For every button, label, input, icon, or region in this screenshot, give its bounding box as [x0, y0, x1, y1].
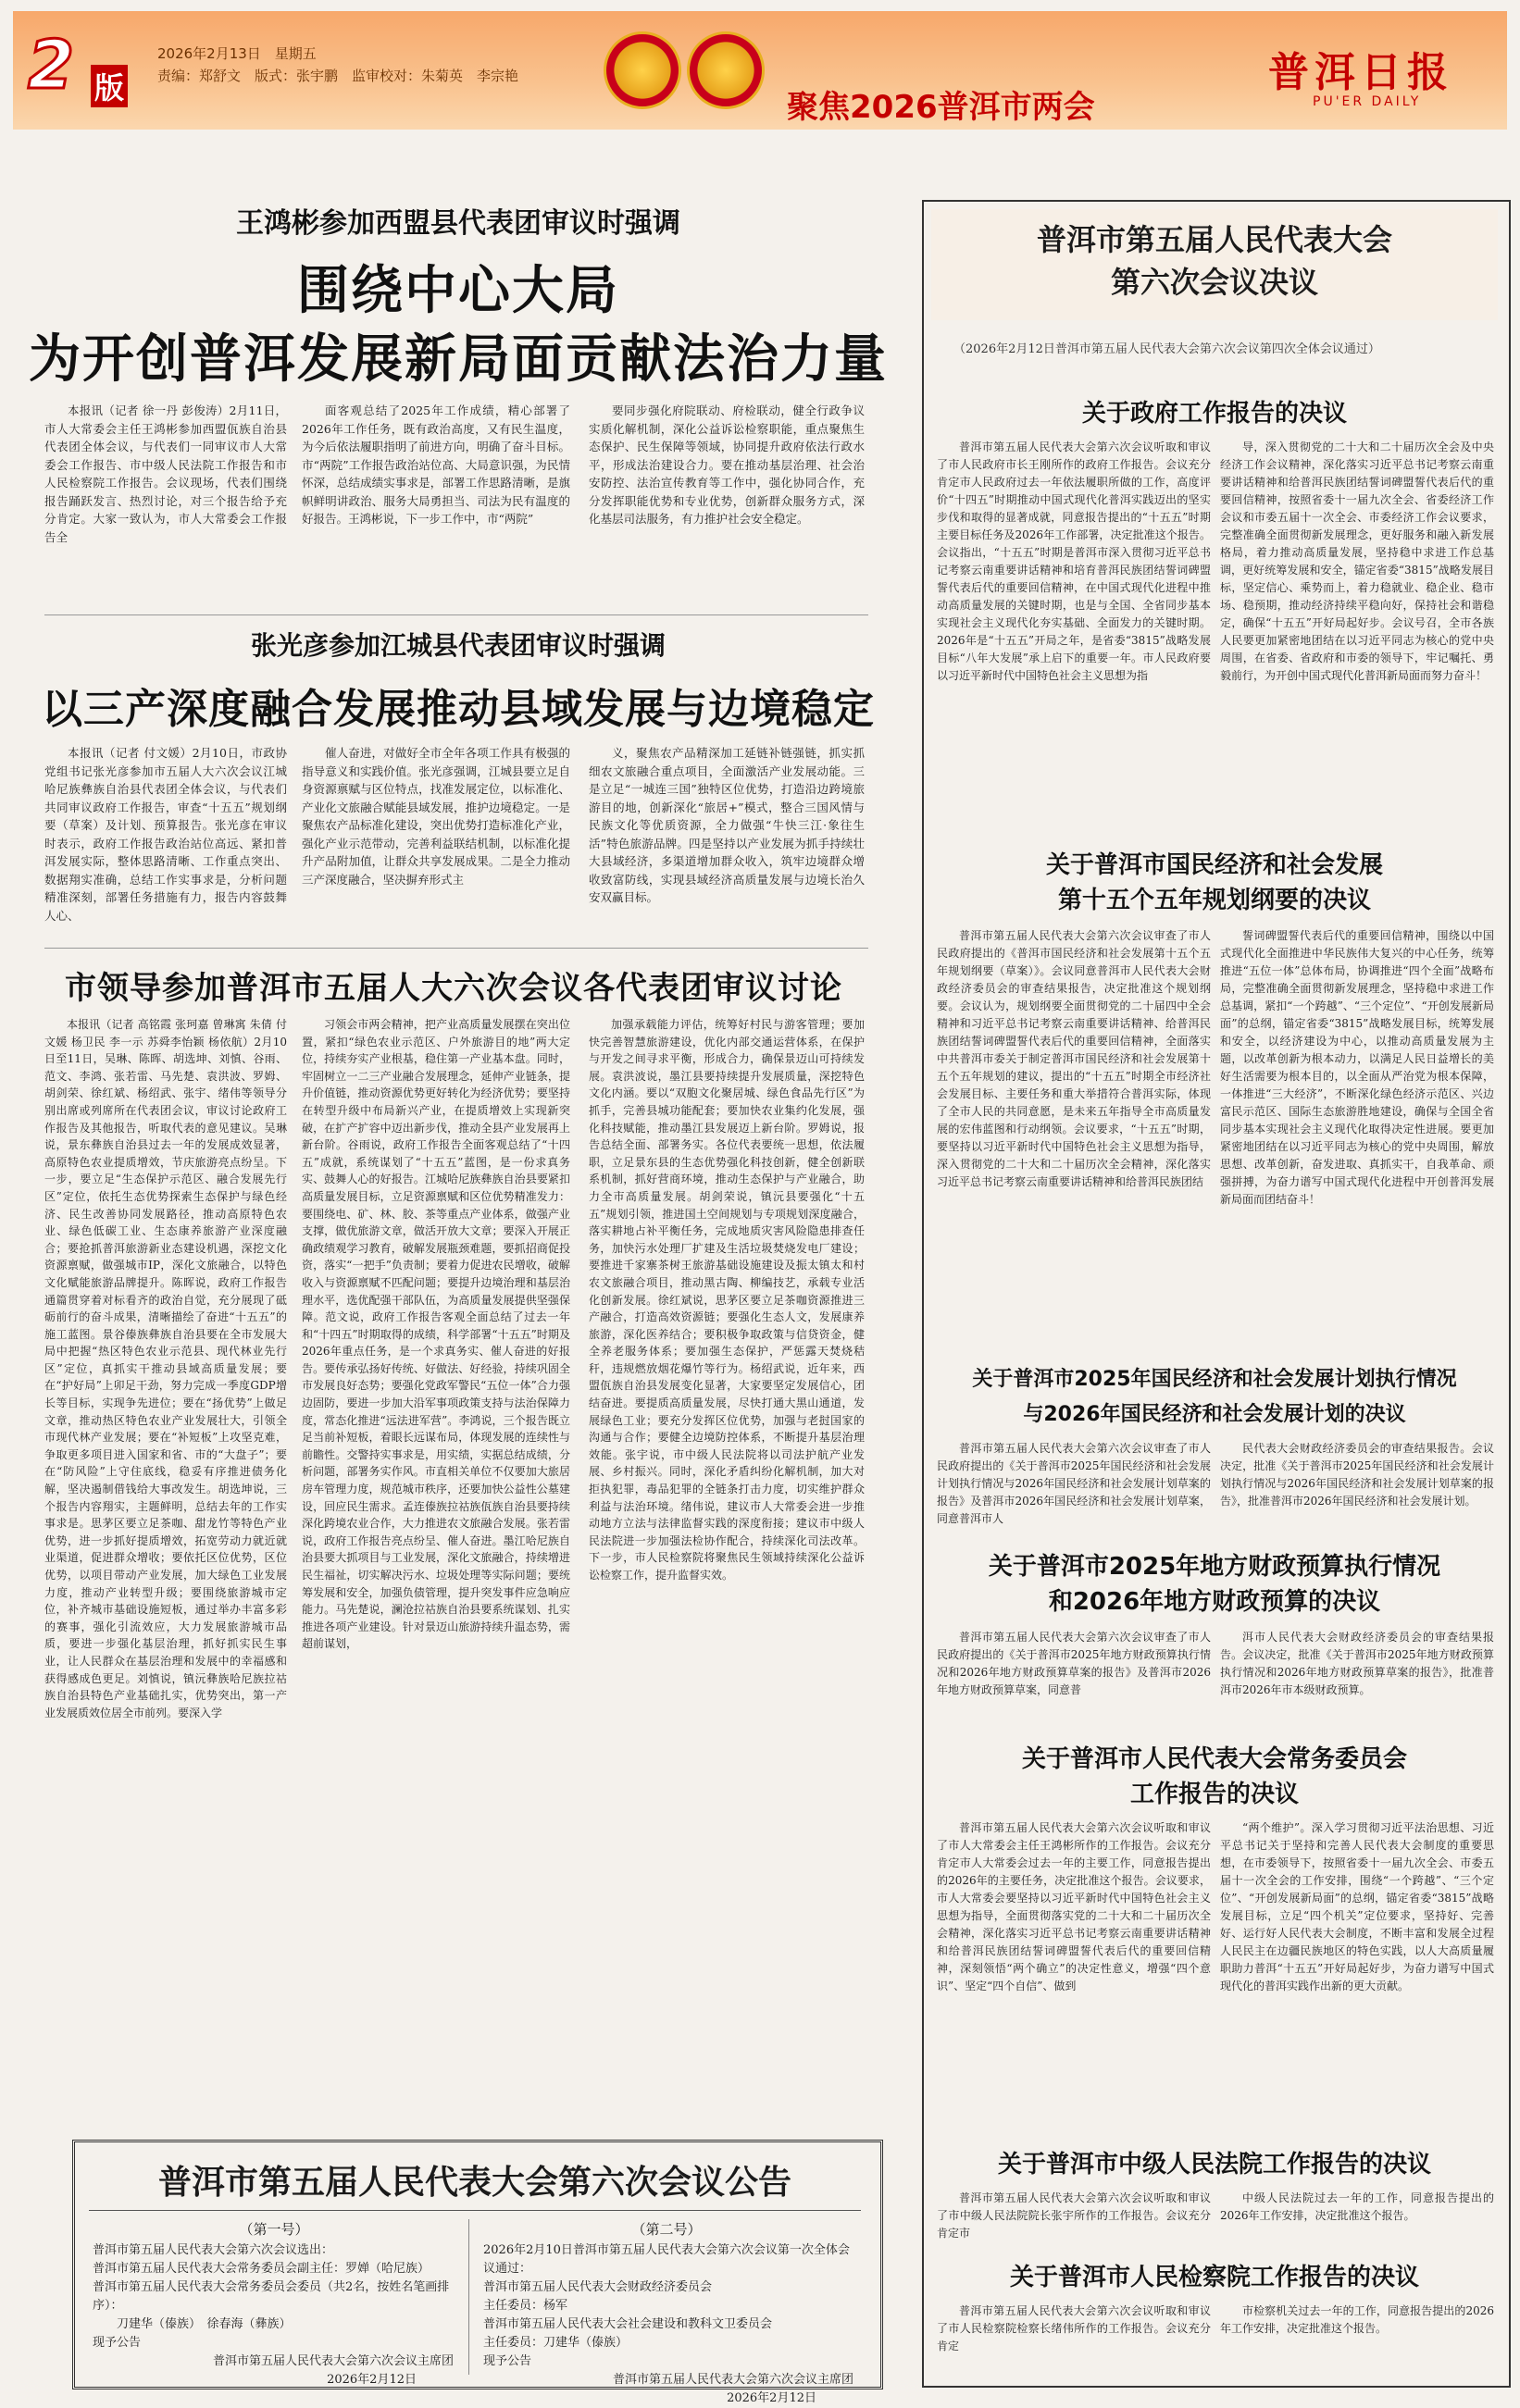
editors-line: 责编：郑舒文 版式：张宇鹏 监审校对：朱菊英 李宗艳: [157, 68, 519, 84]
a2-column-3: [589, 744, 865, 907]
a2-text-2: 催人奋进，对做好全市全年各项工作具有极强的指导意义和实践价值。张光彦强调，江城县要立足自身资源禀赋与区位特点，找准发展定位，以标准化、产业化文旅融合赋能县域发展，推护边境稳定。一是聚焦农产品标准化建设，突出优势打造标准化产业，强化产业示范带动，完善利益联结机制，以标准化提升产品附加值，让群众共享发展成果。二是全力推动三产深度融合，坚决摒弃形式主: [302, 746, 570, 887]
notice-2-date: 2026年2月12日: [727, 2391, 816, 2405]
a1-title-line1: 围绕中心大局: [297, 261, 619, 321]
r5-title-1: 关于普洱市人民代表大会常务委员会: [1021, 1745, 1407, 1773]
a1-text-3: 要同步强化府院联动、府检联动，健全行政争议实质化解机制，深化公益诉讼检察职能，重点聚焦生态保护、民生保障等领域，协同提升政府依法行政水平，形成法治建设合力。要在推动基层治理、社会治安防控、法治宣传教育等工作中，强化协同合作，充分发挥职能优势和专业优势，创新群众服务方式，深化基层司法服务，有力推护社会安全稳定。: [589, 403, 865, 526]
r7-text-1: 普洱市第五届人民代表大会第六次会议听取和审议了市人民检察院检察长绪伟所作的工作报告。会议充分肯定: [937, 2304, 1211, 2352]
a1-text-2: 面客观总结了2025年工作成绩，精心部署了2026年工作任务，既有政治高度，又有民生温度，为今后依法履职指明了前进方向，明确了奋斗目标。市“两院”工作报告政治站位高、大局意识强，为民情怀深，总结成绩实事求是，部署工作思路清晰，是旗帜鲜明讲政治、服务大局勇担当、司法为民有温度的好报告。王鸿彬说，下一步工作中，市“两院”: [302, 403, 570, 526]
r5-title-2: 工作报告的决议: [1129, 1781, 1299, 1808]
notice-2-signature: 普洱市第五届人民代表大会第六次会议主席团: [612, 2373, 853, 2387]
r4-title-1: 关于普洱市2025年地方财政预算执行情况: [988, 1553, 1441, 1581]
a3-text-3: 加强承载能力评估，统筹好村民与游客管理；要加快完善智慧旅游建设，优化内部交通运营体系，在保护与开发之间寻求平衡，形成合力，确保景迈山可持续发展。袁洪波说，墨江县要持续提升发展质量，深挖特色文化内涵。要以“双胞文化聚居城、绿色食品先行区”为抓手，完善县城功能配套；要加快农业集约化发展，强化科技赋能，推动墨江县发展迈上新台阶。罗姆说，报告总结全面、部署务实。各位代表要统一思想，依法履职，立足景东县的生态优势强化科技创新，健全创新联系机制，抓好营商环境，推动生态保护与产业融合，助力全市高质量发展。胡剑荣说，镇沅县要强化“十五五”规划引领，推进国土空间规划与专项规划深度融合，落实耕地占补平衡任务，完成地质灾害风险隐患排查任务，加快污水处理厂扩建及生活垃圾焚烧发电厂建设；要推进千家寨茶树王旅游基础设施建设及振太镇太和村农文旅融合项目，推动黑古陶、柳编技艺，承载专业活化创新发展。徐红斌说，思茅区要立足茶咖资源推进三产融合，打造高效资源链；要强化生态人文，发展康养旅游，深化医养结合；要积极争取政策与信贷资金，健全养老服务体系；要加强生态保护，严惩露天焚烧秸秆，违规燃放烟花爆竹等行为。杨绍武说，近年来，西盟佤族自治县发展变化显著，大家要坚定发展信心，团结奋进。要提质高质量发展，尽快打通大黑山通道，发展绿色工业；要充分发挥区位优势，加强与老挝国家的沟通与合作；要健全边境防控体系，不断提升基层治理效能。张宇说，市中级人民法院将以司法护航产业发展、乡村振兴。同时，深化矛盾纠纷化解机制，加大对拒执犯罪，毒品犯罪的全链条打击力度，切实维护群众利益与法治环境。绪伟说，建议市人大常委会进一步推动地方立法与法律监督实践的深度衔接；建议市中级人民法院进一步加强法检协作配合，持续深化司法改革。下一步，市人民检察院将聚焦民生领域持续深化公益诉讼检察工作，提升监督实效。: [589, 1018, 865, 1582]
r3-column-1: [937, 1440, 1211, 1528]
r1-column-2: [1220, 439, 1494, 685]
r4-column-2: [1220, 1629, 1494, 1699]
notice-1-line: 现予公告: [93, 2336, 142, 2350]
a1-column-1: [44, 402, 287, 546]
divider: [44, 948, 868, 949]
paper-logo: 普洱日报: [1268, 49, 1453, 96]
r3-column-2: [1220, 1440, 1494, 1510]
r1-text-2: 导，深入贯彻党的二十大和二十届历次全会及中央经济工作会议精神，深化落实习近平总书记考察云南重要讲话精神和给普洱民族团结誓词碑盟誓代表后代的重要回信精神，按照省委十一届九次全会、省委经济工作会议和市委五届十一次全会、市委经济工作会议要求，完整准确全面贯彻新发展理念，更好服务和融入新发展格局，着力推动高质量发展，坚持稳中求进工作总基调，更好统筹发展和安全，锚定省委“3815”战略发展目标，坚定信心、乘势而上，着力稳就业、稳企业、稳市场、稳预期，推动经济持续平稳向好，保持社会和谐稳定，确保“十五五”开好局起好步。会议号召，全市各族人民要更加紧密地团结在以习近平同志为核心的党中央周围，在省委、省政府和市委的领导下，牢记嘱托、勇毅前行，为开创中国式现代化普洱新局面而努力奋斗！: [1220, 441, 1494, 682]
r5-column-1: [937, 1819, 1211, 1995]
notice-2-body: [483, 2241, 853, 2408]
r1-title: 关于政府工作报告的决议: [1081, 400, 1347, 428]
notice-1-line: 刀建华（傣族） 徐春海（彝族）: [117, 2317, 292, 2331]
page-number: [28, 26, 139, 104]
r2-title-1: 关于普洱市国民经济和社会发展: [1045, 851, 1383, 879]
notice-2-line: 普洱市第五届人民代表大会社会建设和教科文卫委员会: [483, 2317, 773, 2331]
r6-column-2: [1220, 2190, 1494, 2225]
a2-column-1: [44, 744, 287, 925]
notice-1-line: 普洱市第五届人民代表大会第六次会议选出：: [93, 2243, 334, 2257]
r3-title-2: 与2026年国民经济和社会发展计划的决议: [1023, 1403, 1406, 1426]
notice-1-body: [93, 2241, 454, 2389]
r7-title: 关于普洱市人民检察院工作报告的决议: [1009, 2264, 1419, 2291]
a2-text-3: 义，聚焦农产品精深加工延链补链强链，抓实抓细农文旅融合重点项目，全面激活产业发展动能。三是立足“一城连三国”独特区位优势，打造沿边跨境旅游目的地，创新深化“旅居+”模式，整合三国风情与民族文化等优质资源，全力做强“牛快三江·象往生活”特色旅游品牌。四是坚持以产业发展为抓手持续壮大县域经济，多渠道增加群众收入，筑牢边境群众增收致富防线，实现县域经济高质量发展与边境长治久安双赢目标。: [589, 746, 865, 904]
a3-text-1: 本报讯（记者 高铭霞 张珂嘉 曾琳寓 朱倩 付文媛 杨卫民 李一示 苏舜李怡颖 杨依航）2月10日至11日，吴琳、陈晖、胡选坤、刘慎、谷雨、范文、李鸿、张若雷、马先楚、袁洪波、罗姆、胡剑荣、徐红斌、杨绍武、张宇、绪伟等领导分别出席或列席所在代表团会议，审议讨论政府工作报告及其他报告，听取代表的意见建议。吴琳说，景东彝族自治县过去一年的发展成效显著，高原特色农业提质增效，节庆旅游亮点纷呈。下一步，要立足“生态保护示范区、融合发展先行区”定位，依托生态优势探索生态保护与绿色经济、民生改善协同发展路径，推动高原特色农业、绿色低碳工业、生态康养旅游产业深度融合；要抢抓普洱旅游新业态建设机遇，深挖文化资源禀赋，做强城市IP，深化文旅融合，以特色文化赋能旅游品牌提升。陈晖说，政府工作报告通篇贯穿着对标看齐的政治自觉，充分展现了砥砺前行的奋斗成果，清晰描绘了奋进“十五五”的施工蓝图。景谷傣族彝族自治县要在全市发展大局中把握“热区特色农业示范县、现代林业先行区”定位，真抓实干推动县域高质量发展；要在“护好局”上卯足干劲，努力完成一季度GDP增长等目标，实现争先进位；要在“扬优势”上做足文章，推动热区特色农业产业发展壮大，引领全市现代林产业发展；要在“补短板”上攻坚克难，争取更多项目进入国家和省、市的“大盘子”；要在“防风险”上守住底线，稳妥有序推进债务化解，坚决遏制借钱给大事改发生。胡选坤说，三个报告内容翔实，主题鲜明，总结去年的工作实事求是。思茅区要立足茶咖、甜龙竹等特色产业优势，进一步抓好提质增效，拓宽劳动力就近就业渠道，促进群众增收；要依托区位优势，区位优势，以项目带动产业发展，加大绿色工业发展力度，推动产业转型升级；要围绕旅游城市定位，补齐城市基础设施短板，通过举办丰富多彩的赛事，强化引流效应，大力发展旅游城市品质，要进一步强化基层治理，抓好抓实民生事业，让人民群众在基层治理和发展中的幸福感和获得感成色更足。刘慎说，镇沅彝族哈尼族拉祜族自治县特色产业基础扎实，优势突出，第一产业发展质效位居全市前列。要深入学: [44, 1018, 287, 1719]
a3-column-1: [44, 1016, 287, 1721]
r4-column-1: [937, 1629, 1211, 1699]
cppcc-emblem-icon: [687, 31, 765, 109]
notice-2-line: 2026年2月10日普洱市第五届人民代表大会第六次会议第一次全体会议通过：: [483, 2243, 850, 2276]
resolutions-title-1: 普洱市第五届人民代表大会: [1036, 222, 1392, 257]
notice-2-line: 现予公告: [483, 2354, 532, 2368]
r7-text-2: 市检察机关过去一年的工作，同意报告提出的2026年工作安排，决定批准这个报告。: [1220, 2304, 1494, 2335]
divider: [89, 2210, 861, 2211]
r1-text-1: 普洱市第五届人民代表大会第六次会议听取和审议了市人民政府市长王刚所作的政府工作报告。会议充分肯定市人民政府过去一年依法履职所做的工作，高度评价“十四五”时期推动中国式现代化普洱实践迈出的坚实步伐和取得的显著成就，同意报告提出的“十五五”时期主要目标任务及2026年工作部署，决定批准这个报告。会议指出，“十五五”时期是普洱市深入贯彻习近平总书记考察云南重要讲话精神和培育普洱民族团结誓词碑盟誓代表后代的重要回信精神，在中国式现代化进程中推动高质量发展的关键时期，也是与全国、全省同步基本实现社会主义现代化夯实基础、全面发力的关键时期。2026年是“十五五”开局之年，是省委“3815”战略发展目标“八年大发展”承上启下的重要一年。市人民政府要以习近平新时代中国特色社会主义思想为指: [937, 441, 1211, 682]
paper-logo-en: PU'ER DAILY: [1313, 94, 1422, 109]
r3-text-2: 民代表大会财政经济委员会的审查结果报告。会议决定，批准《关于普洱市2025年国民经济和社会发展计划执行情况与2026年国民经济和社会发展计划草案的报告》，批准普洱市2026年国民经济和社会发展计划。: [1220, 1442, 1494, 1508]
a1-kicker: 王鸿彬参加西盟县代表团审议时强调: [236, 207, 680, 240]
notice-1-date: 2026年2月12日: [327, 2373, 417, 2387]
a2-title: 以三产深度融合发展推动县域发展与边境稳定: [42, 686, 875, 733]
a3-title: 市领导参加普洱市五届人大六次会议各代表团审议讨论: [65, 970, 842, 1007]
r3-text-1: 普洱市第五届人民代表大会第六次会议审查了市人民政府提出的《关于普洱市2025年国民经济和社会发展计划执行情况与2026年国民经济和社会发展计划草案的报告》及普洱市2026年国民经济和社会发展计划草案，同意普洱市人: [937, 1442, 1211, 1525]
r2-text-2: 誓词碑盟誓代表后代的重要回信精神，围绕以中国式现代化全面推进中华民族伟大复兴的中心任务，统筹推进“五位一体”总体布局，协调推进“四个全面”战略布局，完整准确全面贯彻新发展理念，坚持稳中求进工作总基调，紧扣“一个跨越”、“三个定位”、“开创发展新局面”的总纲，锚定省委“3815”战略发展目标，统筹发展和安全，以经济建设为中心，以推动高质量发展为主题，以改革创新为根本动力，以满足人民日益增长的美好生活需要为根本目的，以全面从严治党为根本保障，一体推进“三大经济”，不断深化绿色经济示范区、兴边富民示范区、国际生态旅游胜地建设，确保与全国全省同步基本实现社会主义现代化取得决定性进展。要更加紧密地团结在以习近平同志为核心的党中央周围，解放思想、改革创新，奋发进取、真抓实干，自我革命、顽强拼搏，为奋力谱写中国式现代化进程中开创普洱发展新局面而团结奋斗！: [1220, 929, 1494, 1206]
notice-title: 普洱市第五届人民代表大会第六次会议公告: [157, 2164, 791, 2202]
a2-column-2: [302, 744, 570, 888]
edition-meta: [157, 43, 518, 87]
r2-column-2: [1220, 927, 1494, 1209]
notice-2-line: 普洱市第五届人民代表大会财政经济委员会: [483, 2280, 713, 2294]
r6-text-1: 普洱市第五届人民代表大会第六次会议听取和审议了市中级人民法院院长张宇所作的工作报告。会议充分肯定市: [937, 2191, 1211, 2240]
notice-1-line: 普洱市第五届人民代表大会常务委员会委员（共2名，按姓名笔画排序）：: [93, 2280, 450, 2313]
resolutions-adoption-note: （2026年2月12日普洱市第五届人民代表大会第六次会议第四次全体会议通过）: [953, 342, 1380, 356]
a3-text-2: 习领会市两会精神，把产业高质量发展摆在突出位置，紧扣“绿色农业示范区、户外旅游目的地”两大定位，持续夯实产业根基，稳住第一产业基本盘。同时，牢固树立一二三产业融合发展理念，延伸产业链条，提升价值链，推动资源优势更好转化为经济优势；要坚持在转型升级中布局新兴产业，在提质增效上实现新突破，在扩产扩容中迈出新步伐，推动全县产业发展再上新台阶。谷雨说，政府工作报告全面客观总结了“十四五”成就，系统谋划了“十五五”蓝图，是一份求真务实、鼓舞人心的好报告。江城哈尼族彝族自治县要紧扣高质量发展目标，立足资源禀赋和区位优势精准发力：要围绕电、矿、林、胶、茶等重点产业体系，做强产业支撑，做优旅游文章，做活开放大文章；要深入开展正确政绩观学习教育，破解发展瓶颈难题，要抓招商促投资，落实“一把手”负责制；要着力促进农民增收，破解收入与资源禀赋不匹配问题；要提升边境治理和基层治理水平，选优配强干部队伍，为高质量发展提供坚强保障。范文说，政府工作报告客观全面总结了过去一年和“十四五”时期取得的成绩，科学部署“十五五”时期及2026年重点任务，是一个求真务实、催人奋进的好报告。要传承弘扬好传统、好做法、好经验，持续巩固全市发展良好态势；要强化党政军警民“五位一体”合力强边固防，要进一步加大沿军事项政策支持与法治保障力度，常态化推进“远法进军营”。李鸿说，三个报告既立足当前补短板，着眼长远谋布局，体现发展的连续性与前瞻性。交警持实事求是，用实绩，实据总结成绩，分析问题，部署务实作风。市直相关单位不仅要加大旅居房车管理力度，规范城市秩序，还要加快公益性公墓建设，回应民生需求。孟连傣族拉祜族佤族自治县要持续深化跨境农业合作，大力推进农文旅融合发展。张若雷说，政府工作报告亮点纷呈、催人奋进。墨江哈尼族自治县要大抓项目与工业发展，深化文旅融合，持续增进民生福祉，切实解决污水、垃圾处理等实际问题；要统筹发展和安全，加强负债管理，提升突发事件应急响应能力。马先楚说，澜沧拉祜族自治县要系统谋划、扎实推进各项产业建设。针对景迈山旅游持续升温态势，需超前谋划，: [302, 1018, 570, 1651]
divider: [468, 2219, 469, 2375]
r6-column-1: [937, 2190, 1211, 2242]
r2-column-1: [937, 927, 1211, 1191]
divider: [44, 614, 868, 615]
r6-text-2: 中级人民法院过去一年的工作，同意报告提出的2026年工作安排，决定批准这个报告。: [1220, 2191, 1494, 2222]
r2-title-2: 第十五个五年规划纲要的决议: [1057, 887, 1371, 914]
notice-2-line: 主任委员：刀建华（傣族）: [483, 2336, 629, 2350]
r2-text-1: 普洱市第五届人民代表大会第六次会议审查了市人民政府提出的《普洱市国民经济和社会发展第十五个五年规划纲要（草案）》。会议同意普洱市人民代表大会财政经济委员会的审查结果报告，决定批准这个规划纲要。会议认为，规划纲要全面贯彻党的二十届四中全会精神和习近平总书记考察云南重要讲话精神、给普洱民族团结誓词碑盟誓代表后代的重要回信精神，全面落实中共普洱市委关于制定普洱市国民经济和社会发展第十五个五年规划的建议，提出的“十五五”时期全市经济社会发展目标、主要任务和重大举措符合普洱实际，体现了全市人民的共同意愿，是未来五年指导全市高质量发展的宏伟蓝图和行动纲领。会议要求，“十五五”时期，要坚持以习近平新时代中国特色社会主义思想为指导，深入贯彻党的二十大和二十届历次全会精神，深化落实习近平总书记考察云南重要讲话精神和给普洱民族团结: [937, 929, 1211, 1188]
a1-column-2: [302, 402, 570, 528]
r7-column-1: [937, 2302, 1211, 2355]
a2-kicker: 张光彦参加江城县代表团审议时强调: [250, 630, 666, 661]
section-title: 聚焦2026普洱市两会: [787, 89, 1095, 126]
r4-text-2: 洱市人民代表大会财政经济委员会的审查结果报告。会议决定，批准《关于普洱市2025年地方财政预算执行情况和2026年地方财政预算草案的报告》，批准普洱市2026年市本级财政预算。: [1220, 1631, 1494, 1696]
notice-2-line: 主任委员：杨军: [483, 2299, 568, 2313]
r4-title-2: 和2026年地方财政预算的决议: [1048, 1588, 1381, 1616]
r5-text-1: 普洱市第五届人民代表大会第六次会议听取和审议了市人大常委会主任王鸿彬所作的工作报告。会议充分肯定市人大常委会过去一年的主要工作，同意报告提出的2026年的主要任务，决定批准这个报告。会议要求，市人大常委会要坚持以习近平新时代中国特色社会主义思想为指导，全面贯彻落实党的二十大和二十届历次全会精神，深化落实习近平总书记考察云南重要讲话精神和给普洱民族团结誓词碑盟誓代表后代的重要回信精神，深刻领悟“两个确立”的决定性意义，增强“四个意识”、坚定“四个自信”、做到: [937, 1821, 1211, 1992]
page-number-digit: 2: [28, 26, 75, 104]
r4-text-1: 普洱市第五届人民代表大会第六次会议审查了市人民政府提出的《关于普洱市2025年地方财政预算执行情况和2026年地方财政预算草案的报告》及普洱市2026年地方财政预算草案，同意普: [937, 1631, 1211, 1696]
r5-text-2: “两个维护”。深入学习贯彻习近平法治思想、习近平总书记关于坚持和完善人民代表大会制度的重要思想，在市委领导下，按照省委十一届九次全会、市委五届十一次全会的工作安排，围绕“一个跨越”、“三个定位”、“开创发展新局面”的总纲，锚定省委“3815”战略发展目标，立足“四个机关”定位要求，坚持好、完善好、运行好人民代表大会制度，不断丰富和发展全过程人民民主在边疆民族地区的特色实践，以人大高质量履职助力普洱“十五五”开好局起好步，为奋力谱写中国式现代化的普洱实践作出新的更大贡献。: [1220, 1821, 1494, 1992]
resolutions-title-2: 第六次会议决议: [1110, 265, 1318, 300]
a1-title-line2: 为开创普洱发展新局面贡献法治力量: [29, 329, 888, 390]
r7-column-2: [1220, 2302, 1494, 2338]
r5-column-2: [1220, 1819, 1494, 1995]
a1-text-1: 本报讯（记者 徐一丹 彭俊涛）2月11日，市人大常委会主任王鸿彬参加西盟佤族自治县代表团全体会议，与代表们一同审议市人大常委会工作报告、市中级人民法院工作报告和市人民检察院工作报告。会议现场，代表们围绕报告踊跃发言、热烈讨论，对三个报告给予充分肯定。大家一致认为，市人大常委会工作报告全: [44, 403, 287, 544]
r1-column-1: [937, 439, 1211, 685]
national-emblem-icon: [604, 31, 681, 109]
notice-1-line: 普洱市第五届人民代表大会常务委员会副主任：罗婵（哈尼族）: [93, 2262, 430, 2276]
r3-title-1: 关于普洱市2025年国民经济和社会发展计划执行情况: [972, 1368, 1457, 1391]
a1-column-3: [589, 402, 865, 528]
notice-1-signature: 普洱市第五届人民代表大会第六次会议主席团: [212, 2354, 454, 2368]
notice-2-number: （第二号）: [631, 2221, 702, 2238]
a2-text-1: 本报讯（记者 付文媛）2月10日，市政协党组书记张光彦参加市五届人大六次会议江城哈尼族彝族自治县代表团全体会议，与代表们共同审议政府工作报告，审查“十五五”规划纲要（草案）及计划、预算报告。张光彦在审议时表示，政府工作报告政治站位高远、紧扣普洱发展实际，整体思路清晰、工作重点突出、数据翔实准确，总结工作实事求是，分析问题精准深刻，部署任务措施有力，报告内容鼓舞人心、: [44, 746, 287, 923]
page-number-suffix: 版: [91, 65, 128, 107]
date-line: 2026年2月13日 星期五: [157, 45, 317, 62]
notice-1-number: （第一号）: [239, 2221, 309, 2238]
a3-column-2: [302, 1016, 570, 1653]
a3-column-3: [589, 1016, 865, 1584]
r6-title: 关于普洱市中级人民法院工作报告的决议: [997, 2151, 1431, 2178]
